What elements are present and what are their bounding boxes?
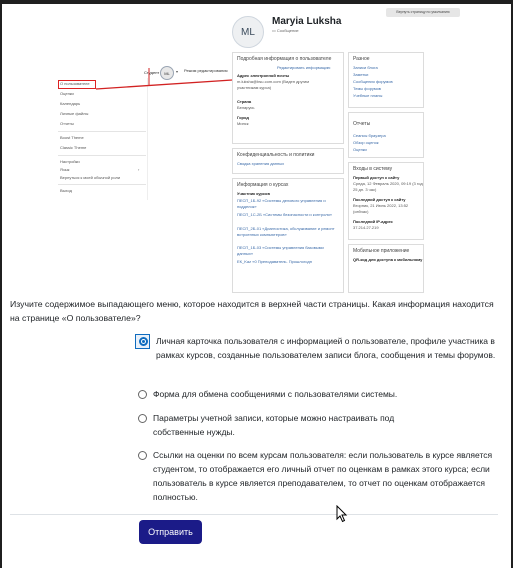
mobile-card — [348, 244, 424, 293]
course-link[interactable]: ПЕСП_1Б-92 «Системы делового управления и подделок» — [237, 198, 326, 209]
chevron-right-icon: › — [138, 167, 140, 172]
misc-link[interactable]: Заметки — [353, 72, 369, 77]
user-name: Maryia Luksha — [272, 16, 342, 27]
course-link[interactable]: ПЕСП_1С-2Б «Системы безопасности и контроля» — [237, 212, 332, 217]
city-value: Минск — [237, 121, 249, 126]
data-retention-link[interactable]: Сводка хранения данных — [237, 161, 285, 166]
user-avatar: ML — [232, 16, 264, 48]
menu-divider — [58, 184, 146, 185]
edit-mode-label: Режим редактирования — [184, 68, 228, 73]
card-title: Информация о курсах — [237, 182, 289, 188]
last-ip-value: 37.214.27.219 — [353, 225, 379, 230]
message-link-label: Сообщение — [276, 28, 299, 33]
first-access-label: Первый доступ к сайту — [353, 175, 400, 180]
reset-page-button[interactable]: Вернуть страницу по умолчанию — [386, 8, 460, 17]
option-label-4[interactable]: Ссылки на оценки по всем курсам пользователя: если пользователь в курсе является студентом, то отображается его личный отчет по оценкам в рамках этого курса; если пользователь в курсе является преподавателем, то отчет по оценкам отображается полностью. — [153, 450, 493, 502]
privacy-card — [232, 148, 344, 174]
course-link[interactable]: ЕК_Kaz «0 Преподаватель. Прошлогодн — [237, 259, 312, 264]
nav-student-label: Студент — [144, 70, 160, 75]
mouse-cursor-icon — [336, 505, 348, 523]
last-access-label: Последний доступ к сайту — [353, 197, 406, 202]
message-link[interactable] — [272, 28, 299, 33]
reports-card — [348, 112, 424, 158]
question-text: Изучите содержимое выпадающего меню, которое находится в верхней части страницы. Какая информация находится на странице «О пользователе»? — [10, 299, 494, 323]
card-title: Подробная информация о пользователе — [237, 56, 332, 62]
card-title: Мобильное приложение — [353, 248, 410, 254]
menu-item-files[interactable]: Личные файлы — [60, 111, 89, 116]
menu-item-classic-theme[interactable]: Classic Theme — [60, 145, 87, 150]
option-radio-2[interactable] — [138, 390, 147, 399]
edit-profile-link[interactable]: Редактировать информацию — [277, 65, 331, 70]
misc-link[interactable]: Учебные планы — [353, 93, 383, 98]
report-link[interactable]: Сеансы браузера — [353, 133, 386, 138]
profile-details-card — [232, 52, 344, 144]
misc-card — [348, 52, 424, 108]
question-image — [46, 8, 478, 293]
option-radio-4[interactable] — [138, 451, 147, 460]
courses-card — [232, 178, 344, 293]
option-label-3[interactable]: Параметры учетной записи, которые можно настраивать под собственные нужды. — [153, 413, 395, 437]
menu-item-return-role[interactable]: Вернуться к моей обычной роли — [60, 175, 121, 180]
courses-label: Участник курсов — [237, 191, 270, 196]
first-access-value: Среда, 12 Февраль 2020, 09:19 (3 год 25 дн. 3 час) — [353, 181, 423, 192]
chat-icon: ▭ — [272, 28, 277, 33]
country-label: Страна — [237, 99, 252, 104]
menu-item-language[interactable]: Язык — [60, 167, 70, 172]
option-label-2[interactable]: Форма для обмена сообщениями с пользователями системы. — [153, 389, 398, 399]
menu-item-profile[interactable]: О пользователе — [60, 81, 90, 86]
login-card — [348, 162, 424, 240]
submit-button[interactable]: Отправить — [139, 520, 202, 544]
last-ip-label: Последний IP-адрес — [353, 219, 393, 224]
misc-link[interactable]: Сообщения форумов — [353, 79, 393, 84]
menu-item-reports[interactable]: Отчеты — [60, 121, 74, 126]
course-link[interactable]: ПЕСП_2Б-01 «Диагностика, обслуживание и ремонт встроенных компьютеров» — [237, 226, 335, 237]
card-title: Разное — [353, 56, 370, 62]
email-value: m.luksha@bsu.com.com (Виден другим участникам курса) — [237, 79, 310, 90]
email-label: Адрес электронной почты — [237, 73, 290, 78]
nav-avatar[interactable]: ML — [160, 66, 174, 80]
option-radio-3[interactable] — [138, 414, 147, 423]
city-label: Город — [237, 115, 249, 120]
card-title: Конфиденциальность и политики — [237, 152, 315, 158]
qr-label: QR-код для доступа к мобильному — [353, 257, 423, 262]
menu-item-preferences[interactable]: Настройки — [60, 159, 80, 164]
divider — [10, 514, 498, 515]
course-link[interactable]: ПЕСП_1Б-03 «Системы управления базовыми данных» — [237, 245, 324, 256]
menu-item-calendar[interactable]: Календарь — [60, 101, 81, 106]
report-link[interactable]: Оценки — [353, 147, 367, 152]
misc-link[interactable]: Темы форумов — [353, 86, 381, 91]
menu-divider — [58, 155, 146, 156]
misc-link[interactable]: Записи блога — [353, 65, 378, 70]
menu-item-boost-theme[interactable]: Boost Theme — [60, 135, 84, 140]
menu-item-logout[interactable]: Выход — [60, 188, 72, 193]
menu-item-grades[interactable]: Оценки — [60, 91, 74, 96]
highlight-box — [58, 80, 96, 89]
menu-divider — [58, 131, 146, 132]
dropdown-caret-icon: ▾ — [176, 69, 179, 74]
window-top-border — [2, 0, 513, 4]
country-value: Беларусь — [237, 105, 255, 110]
last-access-value: Вторник, 21 Июнь 2022, 13:52 (сейчас) — [353, 203, 409, 214]
card-title: Входы в систему — [353, 166, 393, 172]
option-label-1[interactable]: Личная карточка пользователя с информацией о пользователе, профиле участника в рамках курсов, созданные пользователем записи блога, сообщения и темы форумов. — [156, 336, 496, 360]
option-radio-1[interactable] — [139, 337, 148, 346]
card-title: Отчеты — [353, 121, 371, 127]
report-link[interactable]: Обзор оценок — [353, 140, 379, 145]
